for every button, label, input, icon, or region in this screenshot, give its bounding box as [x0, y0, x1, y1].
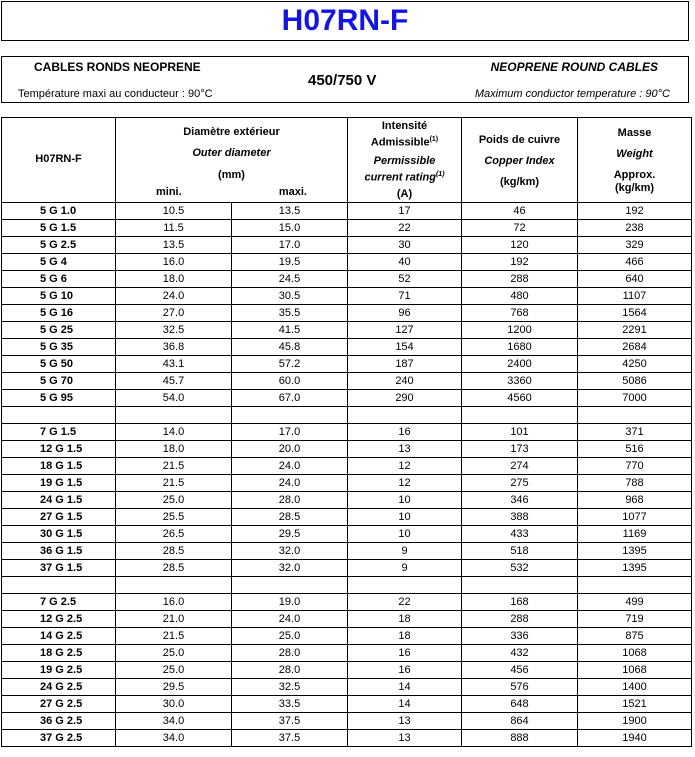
cell-reference: 37 G 2.5	[2, 730, 116, 747]
cell-copper-index: 864	[462, 713, 578, 730]
header-copper	[462, 118, 578, 203]
cell-weight: 1564	[578, 305, 692, 322]
table-row	[2, 203, 692, 220]
cell-current-rating: 9	[348, 543, 462, 560]
cell-diameter-mini: 10.5	[116, 203, 232, 220]
french-title: CABLES RONDS NEOPRENE	[34, 60, 201, 74]
cell-copper-index: 576	[462, 679, 578, 696]
table-header-row	[2, 118, 692, 203]
header-mass-unit: (kg/km)	[614, 182, 655, 194]
header-mass	[578, 118, 692, 203]
cell-diameter-mini: 21.5	[116, 628, 232, 645]
table-row	[2, 322, 692, 339]
cell-diameter-mini: 24.0	[116, 288, 232, 305]
cell-diameter-mini: 21.5	[116, 458, 232, 475]
cell-reference	[2, 577, 116, 594]
header-current-fr-1: Intensité	[381, 120, 428, 132]
cell-diameter-maxi: 35.5	[232, 305, 348, 322]
cell-copper-index: 46	[462, 203, 578, 220]
cell-current-rating: 127	[348, 322, 462, 339]
cell-current-rating: 16	[348, 424, 462, 441]
cell-diameter-mini: 34.0	[116, 730, 232, 747]
header-diameter-en: Outer diameter	[192, 147, 271, 159]
cell-weight: 875	[578, 628, 692, 645]
cell-current-rating: 290	[348, 390, 462, 407]
header-copper-fr: Poids de cuivre	[478, 134, 561, 146]
cell-current-rating: 13	[348, 730, 462, 747]
header-current-fr-2: Admissible$^{(1)}$	[370, 136, 439, 149]
cell-diameter-mini: 16.0	[116, 254, 232, 271]
header-current	[348, 118, 462, 203]
table-row	[2, 509, 692, 526]
cell-weight: 1077	[578, 509, 692, 526]
cell-diameter-maxi: 24.0	[232, 458, 348, 475]
cell-diameter-mini: 16.0	[116, 594, 232, 611]
cell-copper-index: 432	[462, 645, 578, 662]
header-diameter	[116, 118, 348, 203]
cell-current-rating: 13	[348, 441, 462, 458]
cell-reference: 5 G 2.5	[2, 237, 116, 254]
cell-diameter-maxi: 17.0	[232, 424, 348, 441]
cell-weight: 770	[578, 458, 692, 475]
table-row	[2, 305, 692, 322]
cell-reference: 37 G 1.5	[2, 560, 116, 577]
table-row	[2, 560, 692, 577]
cell-copper-index: 288	[462, 611, 578, 628]
cell-reference: 5 G 6	[2, 271, 116, 288]
cell-copper-index: 433	[462, 526, 578, 543]
cell-diameter-mini: 18.0	[116, 441, 232, 458]
cell-diameter-maxi: 24.0	[232, 475, 348, 492]
header-mass-en: Weight	[616, 148, 653, 160]
cell-diameter-maxi	[232, 577, 348, 594]
table-row	[2, 645, 692, 662]
cell-copper-index	[462, 407, 578, 424]
cell-weight: 1521	[578, 696, 692, 713]
cell-diameter-mini: 28.5	[116, 560, 232, 577]
cell-copper-index: 336	[462, 628, 578, 645]
cell-diameter-maxi: 41.5	[232, 322, 348, 339]
cell-diameter-mini: 54.0	[116, 390, 232, 407]
table-row	[2, 254, 692, 271]
header-ref-label: H07RN-F	[35, 153, 82, 165]
cell-reference: 18 G 2.5	[2, 645, 116, 662]
cell-reference: 12 G 1.5	[2, 441, 116, 458]
cell-weight: 640	[578, 271, 692, 288]
cell-diameter-mini: 25.0	[116, 492, 232, 509]
french-temperature-note: Température maxi au conducteur : 90°C	[18, 88, 213, 100]
cell-diameter-mini: 25.0	[116, 662, 232, 679]
cell-current-rating: 40	[348, 254, 462, 271]
cell-weight: 192	[578, 203, 692, 220]
cell-current-rating: 16	[348, 662, 462, 679]
cell-copper-index: 648	[462, 696, 578, 713]
cell-reference: 18 G 1.5	[2, 458, 116, 475]
cell-reference: 36 G 1.5	[2, 543, 116, 560]
table-row	[2, 441, 692, 458]
table-row	[2, 288, 692, 305]
cell-current-rating: 71	[348, 288, 462, 305]
cell-diameter-maxi: 60.0	[232, 373, 348, 390]
cell-diameter-mini: 28.5	[116, 543, 232, 560]
cell-diameter-maxi: 17.0	[232, 237, 348, 254]
cell-reference: 5 G 1.5	[2, 220, 116, 237]
cell-current-rating: 18	[348, 611, 462, 628]
header-diameter-fr: Diamètre extérieur	[183, 126, 280, 138]
english-title: NEOPRENE ROUND CABLES	[490, 60, 658, 74]
cell-diameter-maxi: 28.0	[232, 645, 348, 662]
cell-diameter-mini: 14.0	[116, 424, 232, 441]
cell-diameter-maxi: 28.5	[232, 509, 348, 526]
cell-copper-index: 274	[462, 458, 578, 475]
header-copper-unit: (kg/km)	[499, 176, 540, 188]
table-row	[2, 424, 692, 441]
cell-weight	[578, 407, 692, 424]
header-current-en-2: current rating$^{(1)}$	[364, 171, 445, 184]
cell-diameter-maxi: 32.5	[232, 679, 348, 696]
cell-diameter-maxi: 15.0	[232, 220, 348, 237]
cell-current-rating: 18	[348, 628, 462, 645]
cell-reference: 5 G 35	[2, 339, 116, 356]
table-row	[2, 611, 692, 628]
spacer-row	[2, 407, 692, 424]
cell-reference: 24 G 2.5	[2, 679, 116, 696]
cell-weight: 5086	[578, 373, 692, 390]
cell-copper-index: 275	[462, 475, 578, 492]
cell-diameter-maxi: 45.8	[232, 339, 348, 356]
cell-copper-index: 1680	[462, 339, 578, 356]
cell-copper-index: 346	[462, 492, 578, 509]
cell-diameter-mini: 25.0	[116, 645, 232, 662]
header-current-en-1: Permissible	[373, 155, 436, 167]
cable-spec-table	[1, 117, 692, 747]
cell-weight: 371	[578, 424, 692, 441]
cell-diameter-mini: 30.0	[116, 696, 232, 713]
cell-current-rating: 96	[348, 305, 462, 322]
cell-copper-index: 480	[462, 288, 578, 305]
cell-reference: 30 G 1.5	[2, 526, 116, 543]
cell-weight: 1169	[578, 526, 692, 543]
cell-current-rating: 187	[348, 356, 462, 373]
cell-diameter-maxi: 67.0	[232, 390, 348, 407]
cell-weight: 7000	[578, 390, 692, 407]
subheader-box	[1, 56, 689, 103]
cell-current-rating: 10	[348, 526, 462, 543]
cell-diameter-maxi: 19.0	[232, 594, 348, 611]
cell-diameter-maxi	[232, 407, 348, 424]
cell-current-rating: 17	[348, 203, 462, 220]
cell-reference: 7 G 2.5	[2, 594, 116, 611]
cell-weight: 1068	[578, 662, 692, 679]
header-diameter-unit: (mm)	[218, 169, 245, 181]
cell-weight: 238	[578, 220, 692, 237]
cell-diameter-maxi: 24.0	[232, 611, 348, 628]
table-row	[2, 696, 692, 713]
cell-current-rating: 12	[348, 458, 462, 475]
page-title: H07RN-F	[281, 4, 409, 37]
voltage-rating: 450/750 V	[308, 72, 377, 89]
cell-reference: 5 G 16	[2, 305, 116, 322]
cell-current-rating: 14	[348, 679, 462, 696]
cell-diameter-maxi: 25.0	[232, 628, 348, 645]
cell-diameter-mini: 43.1	[116, 356, 232, 373]
cell-diameter-mini: 18.0	[116, 271, 232, 288]
cell-diameter-maxi: 37.5	[232, 713, 348, 730]
cell-weight: 788	[578, 475, 692, 492]
table-row	[2, 594, 692, 611]
cell-weight: 1395	[578, 560, 692, 577]
cell-current-rating: 13	[348, 713, 462, 730]
cell-copper-index: 518	[462, 543, 578, 560]
cell-diameter-maxi: 13.5	[232, 203, 348, 220]
cell-current-rating: 30	[348, 237, 462, 254]
table-row	[2, 730, 692, 747]
cell-copper-index: 288	[462, 271, 578, 288]
table-row	[2, 543, 692, 560]
cell-diameter-mini: 29.5	[116, 679, 232, 696]
title-box	[1, 1, 689, 41]
cell-reference: 19 G 2.5	[2, 662, 116, 679]
cell-current-rating: 9	[348, 560, 462, 577]
cell-weight: 1068	[578, 645, 692, 662]
table-row	[2, 237, 692, 254]
cell-diameter-mini: 21.5	[116, 475, 232, 492]
cell-diameter-mini	[116, 407, 232, 424]
cell-current-rating: 240	[348, 373, 462, 390]
cell-diameter-maxi: 19.5	[232, 254, 348, 271]
cell-copper-index: 3360	[462, 373, 578, 390]
cell-weight: 968	[578, 492, 692, 509]
header-mini: mini.	[156, 186, 182, 198]
cell-copper-index: 192	[462, 254, 578, 271]
cell-reference: 5 G 25	[2, 322, 116, 339]
cell-reference: 27 G 1.5	[2, 509, 116, 526]
cell-diameter-mini: 25.5	[116, 509, 232, 526]
cell-copper-index: 120	[462, 237, 578, 254]
cell-reference: 5 G 4	[2, 254, 116, 271]
table-row	[2, 356, 692, 373]
cell-diameter-mini: 13.5	[116, 237, 232, 254]
cell-diameter-maxi: 24.5	[232, 271, 348, 288]
table-row	[2, 339, 692, 356]
cell-reference: 5 G 95	[2, 390, 116, 407]
header-copper-en: Copper Index	[484, 155, 555, 167]
cell-copper-index: 173	[462, 441, 578, 458]
cell-reference: 5 G 50	[2, 356, 116, 373]
cell-diameter-mini: 21.0	[116, 611, 232, 628]
cell-current-rating: 10	[348, 509, 462, 526]
cell-reference: 24 G 1.5	[2, 492, 116, 509]
cell-weight: 1900	[578, 713, 692, 730]
header-ref	[2, 118, 116, 203]
cell-reference: 7 G 1.5	[2, 424, 116, 441]
cell-reference: 36 G 2.5	[2, 713, 116, 730]
table-row	[2, 220, 692, 237]
table-row	[2, 492, 692, 509]
header-mass-approx: Approx.	[613, 169, 656, 181]
cell-copper-index: 2400	[462, 356, 578, 373]
cell-diameter-maxi: 33.5	[232, 696, 348, 713]
cell-current-rating: 22	[348, 594, 462, 611]
cell-reference: 5 G 1.0	[2, 203, 116, 220]
cell-current-rating	[348, 407, 462, 424]
cell-reference: 5 G 10	[2, 288, 116, 305]
cell-current-rating: 154	[348, 339, 462, 356]
cell-weight: 4250	[578, 356, 692, 373]
cell-diameter-mini: 11.5	[116, 220, 232, 237]
cell-copper-index: 456	[462, 662, 578, 679]
table-row	[2, 662, 692, 679]
cell-current-rating	[348, 577, 462, 594]
table-row	[2, 679, 692, 696]
table-row	[2, 475, 692, 492]
cell-diameter-mini: 27.0	[116, 305, 232, 322]
cell-copper-index: 72	[462, 220, 578, 237]
cell-diameter-maxi: 32.0	[232, 543, 348, 560]
cell-diameter-maxi: 30.5	[232, 288, 348, 305]
cell-reference: 27 G 2.5	[2, 696, 116, 713]
header-mass-fr: Masse	[617, 127, 652, 139]
cell-diameter-mini: 45.7	[116, 373, 232, 390]
table-row	[2, 390, 692, 407]
cell-copper-index: 168	[462, 594, 578, 611]
cell-diameter-mini: 26.5	[116, 526, 232, 543]
table-row	[2, 458, 692, 475]
cell-current-rating: 14	[348, 696, 462, 713]
cell-weight: 329	[578, 237, 692, 254]
cell-copper-index: 888	[462, 730, 578, 747]
english-temperature-note: Maximum conductor temperature : 90°C	[474, 88, 670, 100]
cell-diameter-maxi: 29.5	[232, 526, 348, 543]
cell-diameter-mini	[116, 577, 232, 594]
cell-reference: 19 G 1.5	[2, 475, 116, 492]
table-row	[2, 373, 692, 390]
cell-reference	[2, 407, 116, 424]
cell-current-rating: 52	[348, 271, 462, 288]
cell-weight: 1107	[578, 288, 692, 305]
header-maxi: maxi.	[278, 186, 307, 198]
cell-weight: 2684	[578, 339, 692, 356]
cell-current-rating: 12	[348, 475, 462, 492]
header-current-unit: (A)	[396, 188, 413, 200]
cell-reference: 5 G 70	[2, 373, 116, 390]
cell-copper-index: 388	[462, 509, 578, 526]
cell-diameter-mini: 36.8	[116, 339, 232, 356]
cell-copper-index	[462, 577, 578, 594]
cell-diameter-maxi: 20.0	[232, 441, 348, 458]
cell-diameter-maxi: 32.0	[232, 560, 348, 577]
cell-current-rating: 16	[348, 645, 462, 662]
cell-reference: 14 G 2.5	[2, 628, 116, 645]
cell-current-rating: 10	[348, 492, 462, 509]
cell-diameter-maxi: 28.0	[232, 662, 348, 679]
cell-diameter-mini: 32.5	[116, 322, 232, 339]
table-row	[2, 713, 692, 730]
cell-weight: 1400	[578, 679, 692, 696]
cell-copper-index: 532	[462, 560, 578, 577]
cell-weight	[578, 577, 692, 594]
cell-diameter-maxi: 37.5	[232, 730, 348, 747]
cell-weight: 1940	[578, 730, 692, 747]
cell-weight: 2291	[578, 322, 692, 339]
cell-copper-index: 4560	[462, 390, 578, 407]
cell-weight: 1395	[578, 543, 692, 560]
cell-weight: 466	[578, 254, 692, 271]
table-row	[2, 628, 692, 645]
cell-weight: 516	[578, 441, 692, 458]
cell-copper-index: 1200	[462, 322, 578, 339]
cell-copper-index: 768	[462, 305, 578, 322]
cell-current-rating: 22	[348, 220, 462, 237]
cell-reference: 12 G 2.5	[2, 611, 116, 628]
cell-weight: 499	[578, 594, 692, 611]
cell-diameter-maxi: 28.0	[232, 492, 348, 509]
cell-weight: 719	[578, 611, 692, 628]
cell-diameter-mini: 34.0	[116, 713, 232, 730]
table-row	[2, 526, 692, 543]
cell-copper-index: 101	[462, 424, 578, 441]
spacer-row	[2, 577, 692, 594]
cell-diameter-maxi: 57.2	[232, 356, 348, 373]
table-row	[2, 271, 692, 288]
